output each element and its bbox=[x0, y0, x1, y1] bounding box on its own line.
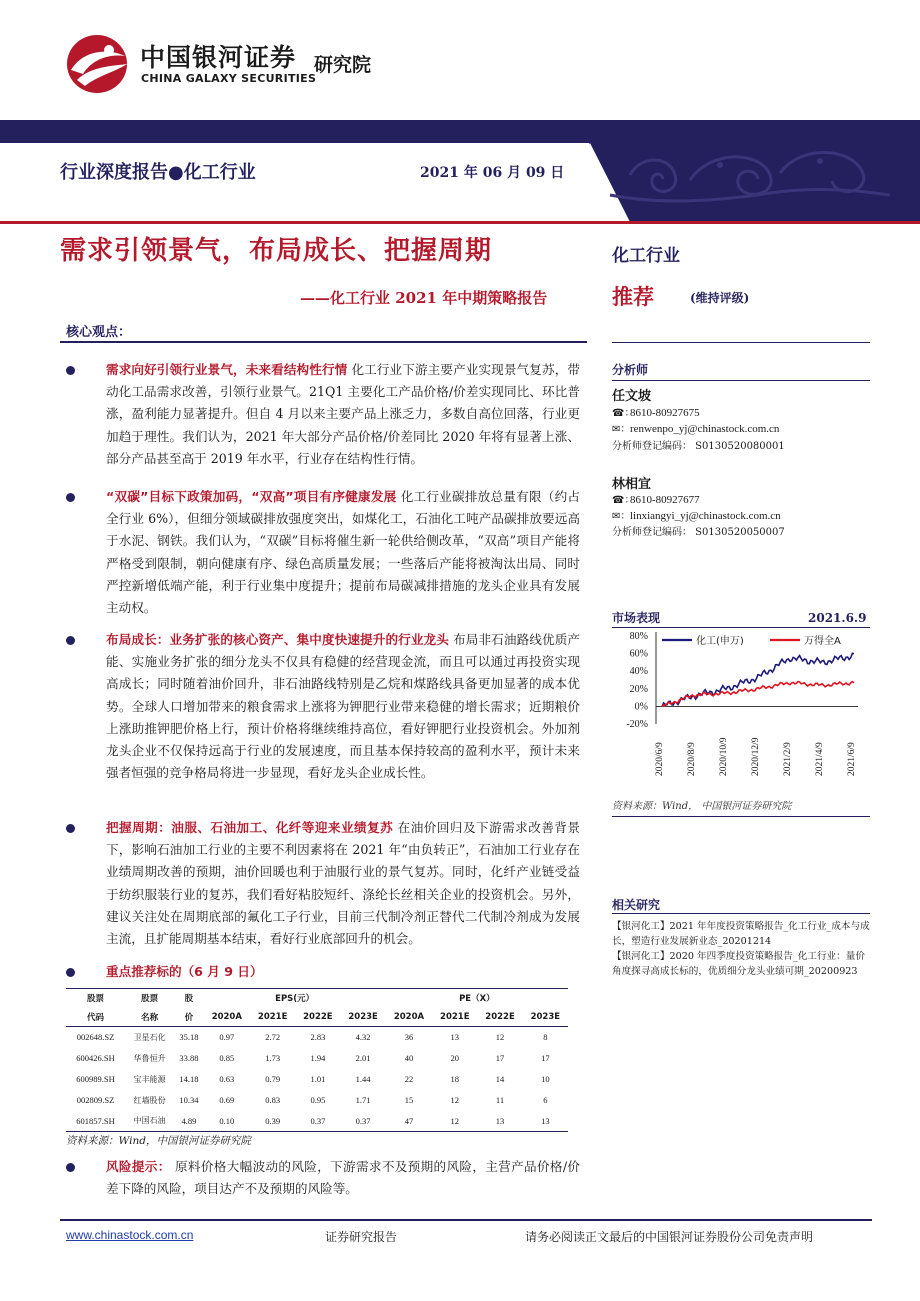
header-year: 2020A bbox=[204, 1008, 250, 1027]
core-views-heading: 核心观点： bbox=[66, 325, 132, 340]
header-year: 2022E bbox=[295, 1008, 340, 1027]
y-tick-label: 40% bbox=[629, 666, 648, 678]
core-point-4: 把握周期：油服、石油加工、化纤等迎来业绩复苏 在油价回归及下游需求改善背景下，影响石油加工行业的主要不利因素将在 2021 年“由负转正”，石油加工行业存在业绩周期改善的预期，油价回暖也利于油服行业的景气复苏。同时，化纤产业链受益于纺织服装行业的复苏，我们看好粘胶短纤、涤纶长丝相关企业的投资机会。另外，建议关注处在周期底部的氟化工子行业，目前三代制冷剂正替代二代制冷剂成为发展主流，且扩能周期基本结束，看好行业底部回升的机会。 bbox=[106, 820, 580, 947]
logo-english: CHINA GALAXY SECURITIES bbox=[141, 72, 317, 85]
header-price-2: 价 bbox=[174, 1008, 203, 1027]
analyst-phone: ☎：8610-80927677 bbox=[612, 491, 700, 506]
x-tick-label: 2020/8/9 bbox=[687, 742, 697, 776]
cell-pe: 18 bbox=[450, 1074, 460, 1084]
cell-eps: 0.37 bbox=[341, 1111, 386, 1132]
analyst-registration: 分析师登记编码： S0130520050007 bbox=[612, 527, 785, 538]
cell-pe: 12 bbox=[432, 1111, 477, 1132]
cell-code: 002809.SZ bbox=[76, 1095, 115, 1105]
cell-pe: 13 bbox=[523, 1111, 568, 1132]
related-research bbox=[612, 919, 870, 979]
rating: 推荐 bbox=[612, 285, 654, 309]
cell-pe: 36 bbox=[404, 1032, 414, 1043]
cell-eps: 1.44 bbox=[355, 1074, 371, 1084]
cell-code: 002648.SZ bbox=[76, 1032, 115, 1043]
table-row bbox=[66, 1069, 568, 1090]
sidebar-rule bbox=[612, 816, 870, 817]
related-item[interactable]: 【银河化工】2020 年四季度投资策略报告_化工行业：量价角度探寻高成长标的，优质细分龙头业绩可期_20200923 bbox=[612, 951, 865, 977]
analyst-email[interactable]: ✉：renwenpo_yj@chinastock.com.cn bbox=[612, 420, 779, 435]
rating-note: (维持评级) bbox=[690, 291, 750, 305]
cell-price: 33.88 bbox=[179, 1053, 199, 1063]
bullet-icon bbox=[66, 968, 75, 977]
phone-icon: ☎： bbox=[612, 408, 635, 419]
cell-name: 华鲁恒升 bbox=[133, 1053, 166, 1063]
footer-link[interactable]: www.chinastock.com.cn bbox=[66, 1228, 194, 1242]
cell-name: 红墙股份 bbox=[133, 1095, 166, 1105]
cell-pe: 8 bbox=[543, 1032, 548, 1043]
cell-code: 600426.SH bbox=[76, 1053, 115, 1063]
cell-eps: 0.79 bbox=[265, 1074, 281, 1084]
bullet-icon bbox=[66, 366, 75, 375]
header-code-2: 代码 bbox=[66, 1008, 125, 1027]
y-tick-label: -20% bbox=[626, 719, 648, 730]
cell-price: 10.34 bbox=[179, 1095, 199, 1105]
recommendation-table bbox=[66, 988, 568, 1132]
cell-eps: 2.72 bbox=[265, 1032, 281, 1043]
y-tick-label: 20% bbox=[629, 683, 648, 695]
cell-pe: 12 bbox=[450, 1095, 460, 1105]
cell-eps: 2.01 bbox=[355, 1053, 371, 1063]
sidebar-rule bbox=[612, 913, 870, 914]
y-tick-label: 0% bbox=[634, 701, 648, 713]
cell-pe: 17 bbox=[495, 1053, 505, 1063]
cell-code: 600989.SH bbox=[76, 1074, 115, 1084]
related-heading: 相关研究 bbox=[612, 898, 661, 912]
x-tick-label: 2020/6/9 bbox=[655, 742, 665, 776]
cell-price: 35.18 bbox=[179, 1032, 199, 1043]
cell-eps: 2.83 bbox=[310, 1032, 326, 1043]
header-year: 2023E bbox=[341, 1008, 386, 1027]
cell-eps: 1.94 bbox=[310, 1053, 326, 1063]
institute-label: 研究院 bbox=[314, 54, 372, 76]
core-point-3: 布局成长：业务扩张的核心资产、集中度快速提升的行业龙头 布局非石油路线优质产能、实施业务扩张的细分龙头不仅具有稳健的经营现金流，而且可以通过再投资实现高成长；同时随着油价回升，非石油路线特别是乙烷和煤路线具备更加显著的成本优势。全球人口增加带来的粮食需求上涨将为钾肥行业带来稳健的增长需求；近期粮价上涨助推钾肥价格上行，预计价格将继续维持高位，看好钾肥行业投资机会。外加剂龙头企业不仅保持远高于行业的发展速度，而且基本保持较高的盈利水平，预计未来强者恒强的竞争格局将进一步显现，看好龙头企业成长性。 bbox=[106, 632, 580, 781]
company-logo bbox=[63, 30, 403, 100]
table-row bbox=[66, 1048, 568, 1069]
x-tick-label: 2021/2/9 bbox=[783, 742, 793, 776]
footer-disclaimer: 请务必阅读正文最后的中国银河证券股份公司免责声明 bbox=[525, 1230, 814, 1244]
bullet-icon bbox=[66, 636, 75, 645]
report-title: 需求引领景气，布局成长、把握周期 bbox=[60, 236, 493, 266]
bullet-icon bbox=[66, 824, 75, 833]
cell-pe: 20 bbox=[450, 1053, 460, 1063]
analyst-name: 任文坡 bbox=[612, 389, 652, 404]
cell-eps: 0.95 bbox=[310, 1095, 326, 1105]
cell-name: 中国石油 bbox=[125, 1111, 174, 1132]
header-name-2: 名称 bbox=[125, 1008, 174, 1027]
legend-label: 万得全A bbox=[804, 636, 841, 647]
table-row bbox=[66, 1027, 568, 1048]
cell-eps: 0.83 bbox=[265, 1095, 281, 1105]
header-code: 股票 bbox=[66, 989, 125, 1008]
analyst-heading: 分析师 bbox=[612, 363, 649, 377]
cell-eps: 0.63 bbox=[219, 1074, 235, 1084]
cell-eps: 1.71 bbox=[355, 1095, 371, 1105]
core-point-2: “双碳”目标下政策加码，“双高”项目有序健康发展 化工行业碳排放总量有限（约占全行业 6%），但细分领域碳排放强度突出，如煤化工，石油化工吨产品碳排放要远高于水泥、钢铁。我们认为，“双碳”目标将催生新一轮供给侧改革，“双高”项目产能将严格受到限制，朝向健康有序、绿色高质量发展；一些落后产能将被淘汰出局、同时严控新增低端产能，利于行业集中度提升；提前布局碳减排措施的龙头企业具有发展主动权。 bbox=[106, 489, 581, 616]
y-tick-label: 60% bbox=[629, 648, 648, 660]
header-pe: PE（X） bbox=[386, 989, 568, 1008]
cell-name: 卫星石化 bbox=[133, 1032, 166, 1042]
x-tick-label: 2021/4/9 bbox=[815, 742, 825, 776]
cell-pe: 11 bbox=[495, 1095, 505, 1105]
market-heading: 市场表现 bbox=[612, 611, 661, 625]
industry-name: 化工行业 bbox=[612, 246, 680, 266]
header-year: 2023E bbox=[523, 1008, 568, 1027]
header-name: 股票 bbox=[125, 989, 174, 1008]
report-date: 2021 年 06 月 09 日 bbox=[420, 165, 565, 181]
cell-pe: 13 bbox=[450, 1032, 460, 1043]
galaxy-logo-icon bbox=[63, 30, 133, 98]
analyst-name: 林相宜 bbox=[612, 477, 652, 492]
y-tick-label: 80% bbox=[629, 631, 648, 642]
cell-eps: 4.32 bbox=[355, 1032, 371, 1043]
core-point-1: 需求向好引领行业景气，未来看结构性行情 化工行业下游主要产业实现景气复苏，带动化工品需求改善，引领行业景气。21Q1 主要化工产品价格/价差实现同比、环比普涨，盈利能力显著提升。但自 4 月以来主要产品上涨乏力，多数自高位回落，行业更加趋于理性。我们认为，2021 年大部分产品价格/价差同比 2020 年将有显著上涨、部分产品甚至高于 2019 年水平，行业存在结构性行情。 bbox=[106, 362, 580, 466]
header-price: 股 bbox=[174, 989, 203, 1008]
core-views-rule bbox=[60, 341, 587, 343]
mail-icon: ✉： bbox=[612, 424, 631, 435]
cell-eps: 1.73 bbox=[265, 1053, 281, 1063]
cell-eps: 0.39 bbox=[250, 1111, 295, 1132]
bullet-icon bbox=[66, 493, 75, 502]
table-row bbox=[66, 1090, 568, 1111]
header-year: 2020A bbox=[386, 1008, 432, 1027]
cell-eps: 0.69 bbox=[219, 1095, 235, 1105]
analyst-email[interactable]: ✉：linxiangyi_yj@chinastock.com.cn bbox=[612, 507, 781, 522]
header-year: 2021E bbox=[432, 1008, 477, 1027]
header-year: 2022E bbox=[477, 1008, 522, 1027]
cell-name: 宝丰能源 bbox=[133, 1074, 166, 1084]
cell-pe: 47 bbox=[386, 1111, 432, 1132]
header-red-rule bbox=[0, 221, 920, 224]
footer-label: 证券研究报告 bbox=[325, 1230, 398, 1244]
core-point-5: 重点推荐标的（6 月 9 日） bbox=[106, 964, 263, 979]
x-tick-label: 2021/6/9 bbox=[847, 742, 857, 776]
phone-icon: ☎： bbox=[612, 495, 635, 506]
cell-pe: 15 bbox=[404, 1095, 414, 1105]
series-line bbox=[662, 682, 854, 707]
cell-pe: 12 bbox=[495, 1032, 505, 1043]
cell-eps: 1.01 bbox=[310, 1074, 326, 1084]
mail-icon: ✉： bbox=[612, 511, 631, 522]
market-chart bbox=[612, 626, 872, 794]
auspicious-cloud-icon bbox=[600, 135, 900, 215]
legend-label: 化工(申万) bbox=[696, 636, 744, 647]
footer-rule bbox=[60, 1219, 872, 1221]
logo-chinese: 中国银河证券 bbox=[140, 43, 297, 72]
related-item[interactable]: 【银河化工】2021 年年度投资策略报告_化工行业_成本与成长，塑造行业发展新业态_20201214 bbox=[612, 921, 870, 947]
analyst-phone: ☎：8610-80927675 bbox=[612, 404, 700, 419]
cell-pe: 10 bbox=[541, 1074, 550, 1084]
x-tick-label: 2020/10/9 bbox=[719, 737, 729, 776]
series-line bbox=[662, 653, 854, 706]
sidebar-rule bbox=[612, 380, 870, 381]
cell-pe: 14 bbox=[495, 1074, 505, 1084]
cell-price: 14.18 bbox=[179, 1074, 199, 1084]
cell-eps: 0.10 bbox=[204, 1111, 250, 1132]
analyst-registration: 分析师登记编码： S0130520080001 bbox=[612, 441, 785, 452]
table-source: 资料来源：Wind，中国银河证券研究院 bbox=[66, 1135, 251, 1147]
report-type: 行业深度报告●化工行业 bbox=[60, 162, 256, 183]
market-date: 2021.6.9 bbox=[808, 611, 867, 625]
report-subtitle: ——化工行业 2021 年中期策略报告 bbox=[300, 289, 548, 307]
cell-pe: 6 bbox=[543, 1095, 548, 1105]
cell-pe: 40 bbox=[404, 1053, 414, 1063]
cell-pe: 22 bbox=[404, 1074, 414, 1084]
x-tick-label: 2020/12/9 bbox=[751, 737, 761, 776]
cell-pe: 17 bbox=[541, 1053, 550, 1063]
table-row bbox=[66, 1111, 568, 1132]
chart-source: 资料来源：Wind， 中国银河证券研究院 bbox=[612, 801, 792, 812]
cell-pe: 13 bbox=[477, 1111, 522, 1132]
cell-price: 4.89 bbox=[174, 1111, 203, 1132]
cell-eps: 0.85 bbox=[219, 1053, 235, 1063]
cell-code: 601857.SH bbox=[66, 1111, 125, 1132]
risk-warning: 风险提示： 原料价格大幅波动的风险，下游需求不及预期的风险，主营产品价格/价差下降的风险，项目达产不及预期的风险等。 bbox=[106, 1159, 581, 1197]
sidebar-rule bbox=[612, 342, 870, 343]
cell-eps: 0.97 bbox=[219, 1032, 235, 1043]
header-year: 2021E bbox=[250, 1008, 295, 1027]
header-eps: EPS(元） bbox=[204, 989, 386, 1008]
bullet-icon bbox=[66, 1163, 75, 1172]
cell-eps: 0.37 bbox=[295, 1111, 340, 1132]
